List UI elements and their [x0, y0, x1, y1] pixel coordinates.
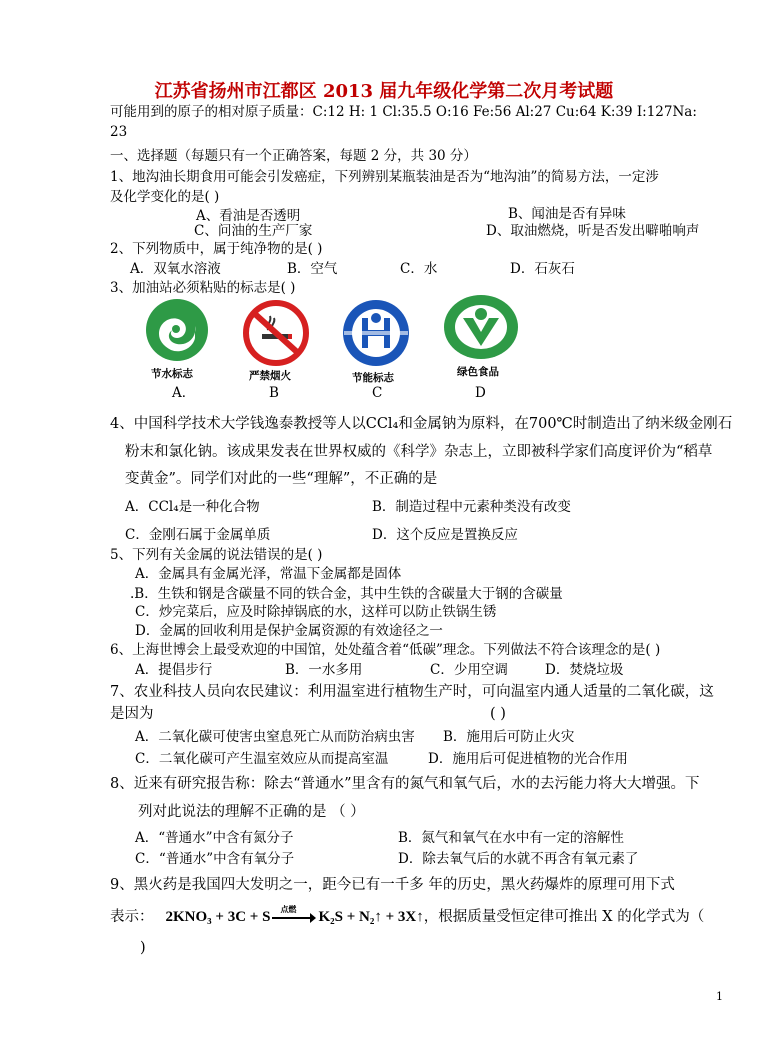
question-5-option-d: D．金属的回收利用是保护金属资源的有效途径之一: [135, 623, 443, 639]
equation-products: K₂S + N₂↑ + 3X↑: [318, 909, 424, 925]
question-8-option-b: B．氮气和氧气在水中有一定的溶解性: [398, 830, 624, 846]
green-food-logo: [443, 294, 519, 360]
question-6-option-d: D．焚烧垃圾: [545, 662, 624, 678]
question-1-stem: 1、地沟油长期食用可能会引发癌症，下列辨别某瓶装油是否为“地沟油”的简易方法，一定涉: [110, 169, 659, 185]
energy-saving-logo: [340, 298, 412, 368]
question-6-stem: 6、上海世博会上最受欢迎的中国馆，处处蕴含着“低碳”理念。下列做法不符合该理念的是( ): [110, 642, 661, 658]
question-4-option-b: B．制造过程中元素种类没有改变: [372, 499, 571, 515]
logo-letter-a: A．: [172, 385, 196, 401]
reaction-arrow: [272, 905, 316, 924]
green-food-caption: 绿色食品: [457, 366, 499, 378]
question-9-close-bracket: ): [140, 940, 146, 956]
question-4-stem: 4、中国科学技术大学钱逸泰教授等人以CCl₄和金属钠为原料，在700℃时制造出了纳米级金刚石: [110, 416, 733, 432]
page-number: 1: [716, 990, 723, 1003]
no-smoking-caption: 严禁烟火: [249, 370, 291, 382]
atomic-mass-line-cont: 23: [110, 124, 128, 140]
question-2-stem: 2、下列物质中，属于纯净物的是( ): [110, 241, 323, 257]
question-5-option-b: .B．生铁和钢是含碳量不同的铁合金，其中生铁的含碳量大于钢的含碳量: [130, 586, 563, 602]
water-saving-logo: [145, 298, 209, 362]
question-7-answer-blank: ( ): [490, 706, 506, 722]
question-7-option-b: B．施用后可防止火灾: [443, 729, 575, 745]
question-1-option-a: A、看油是否透明: [196, 208, 301, 224]
equation-prefix: 表示：: [110, 909, 154, 925]
question-5-option-c: C．炒完菜后，应及时除掉锅底的水，这样可以防止铁锅生锈: [135, 604, 497, 620]
question-6-option-c: C．少用空调: [430, 662, 508, 678]
question-7-option-d: D．施用后可促进植物的光合作用: [428, 751, 628, 767]
equation-reactants: 2KNO₃ + 3C + S: [165, 909, 271, 925]
question-4-stem-cont: 粉末和氯化钠。该成果发表在世界权威的《科学》杂志上，立即被科学家们高度评价为“稻草: [125, 444, 713, 460]
logo-letter-c: C: [372, 385, 383, 401]
question-8-stem-cont: 列对此说法的理解不正确的是 （ ）: [138, 804, 365, 820]
question-1-option-c: C、问油的生产厂家: [194, 223, 313, 239]
logo-letter-d: D: [475, 385, 486, 401]
question-8-option-c: C．“普通水”中含有氧分子: [135, 851, 295, 867]
question-7-stem-cont: 是因为: [110, 706, 154, 722]
equation-suffix: ，根据质量受恒定律可推出 X 的化学式为（: [423, 909, 705, 925]
question-8-stem: 8、近来有研究报告称：除去“普通水”里含有的氮气和氧气后，水的去污能力将大大增强。下: [110, 776, 700, 792]
question-6-option-a: A．提倡步行: [135, 662, 213, 678]
question-9-equation-line: [110, 905, 705, 926]
question-8-option-d: D．除去氧气后的水就不再含有氧元素了: [398, 851, 639, 867]
atomic-mass-line: 可能用到的原子的相对原子质量：C:12 H: 1 Cl:35.5 O:16 Fe:56 Al:27 Cu:64 K:39 I:127Na:: [110, 104, 697, 120]
page-title: 江苏省扬州市江都区 2013 届九年级化学第二次月考试题: [154, 81, 614, 102]
energy-saving-caption: 节能标志: [352, 372, 394, 384]
logo-letter-b: B: [269, 385, 279, 401]
question-4-option-a: A．CCl₄是一种化合物: [125, 499, 260, 515]
question-3-stem: 3、加油站必须粘贴的标志是( ): [110, 280, 296, 296]
question-2-option-b: B．空气: [287, 261, 338, 277]
question-7-option-a: A．二氧化碳可使害虫窒息死亡从而防治病虫害: [135, 729, 415, 745]
no-smoking-logo: [242, 300, 310, 366]
question-5-stem: 5、下列有关金属的说法错误的是( ): [110, 547, 323, 563]
question-2-option-c: C．水: [400, 261, 438, 277]
section-heading: 一、选择题（每题只有一个正确答案，每题 2 分，共 30 分）: [110, 148, 477, 164]
question-8-option-a: A．“普通水”中含有氮分子: [135, 830, 294, 846]
reaction-condition: 点燃: [280, 905, 297, 914]
question-5-option-a: A．金属具有金属光泽，常温下金属都是固体: [135, 566, 402, 582]
question-1-stem-cont: 及化学变化的是( ): [110, 189, 220, 205]
question-4-option-d: D．这个反应是置换反应: [372, 527, 518, 543]
question-6-option-b: B．一水多用: [285, 662, 363, 678]
question-4-option-c: C．金刚石属于金属单质: [125, 527, 271, 543]
question-7-option-c: C．二氧化碳可产生温室效应从而提高室温: [135, 751, 389, 767]
question-2-option-a: A．双氧水溶液: [130, 261, 221, 277]
question-9-stem: 9、黑火药是我国四大发明之一，距今已有一千多 年的历史，黑火药爆炸的原理可用下式: [110, 877, 675, 893]
question-7-stem: 7、农业科技人员向农民建议：利用温室进行植物生产时，可向温室内通人适量的二氧化碳，这: [110, 684, 714, 700]
question-2-option-d: D．石灰石: [510, 261, 575, 277]
question-4-stem-cont-2: 变黄金”。同学们对此的一些“理解”，不正确的是: [125, 471, 438, 487]
question-1-option-d: D、取油燃烧，听是否发出噼啪响声: [486, 223, 700, 239]
question-1-option-b: B、闻油是否有异味: [508, 206, 626, 222]
water-saving-caption: 节水标志: [151, 368, 193, 380]
